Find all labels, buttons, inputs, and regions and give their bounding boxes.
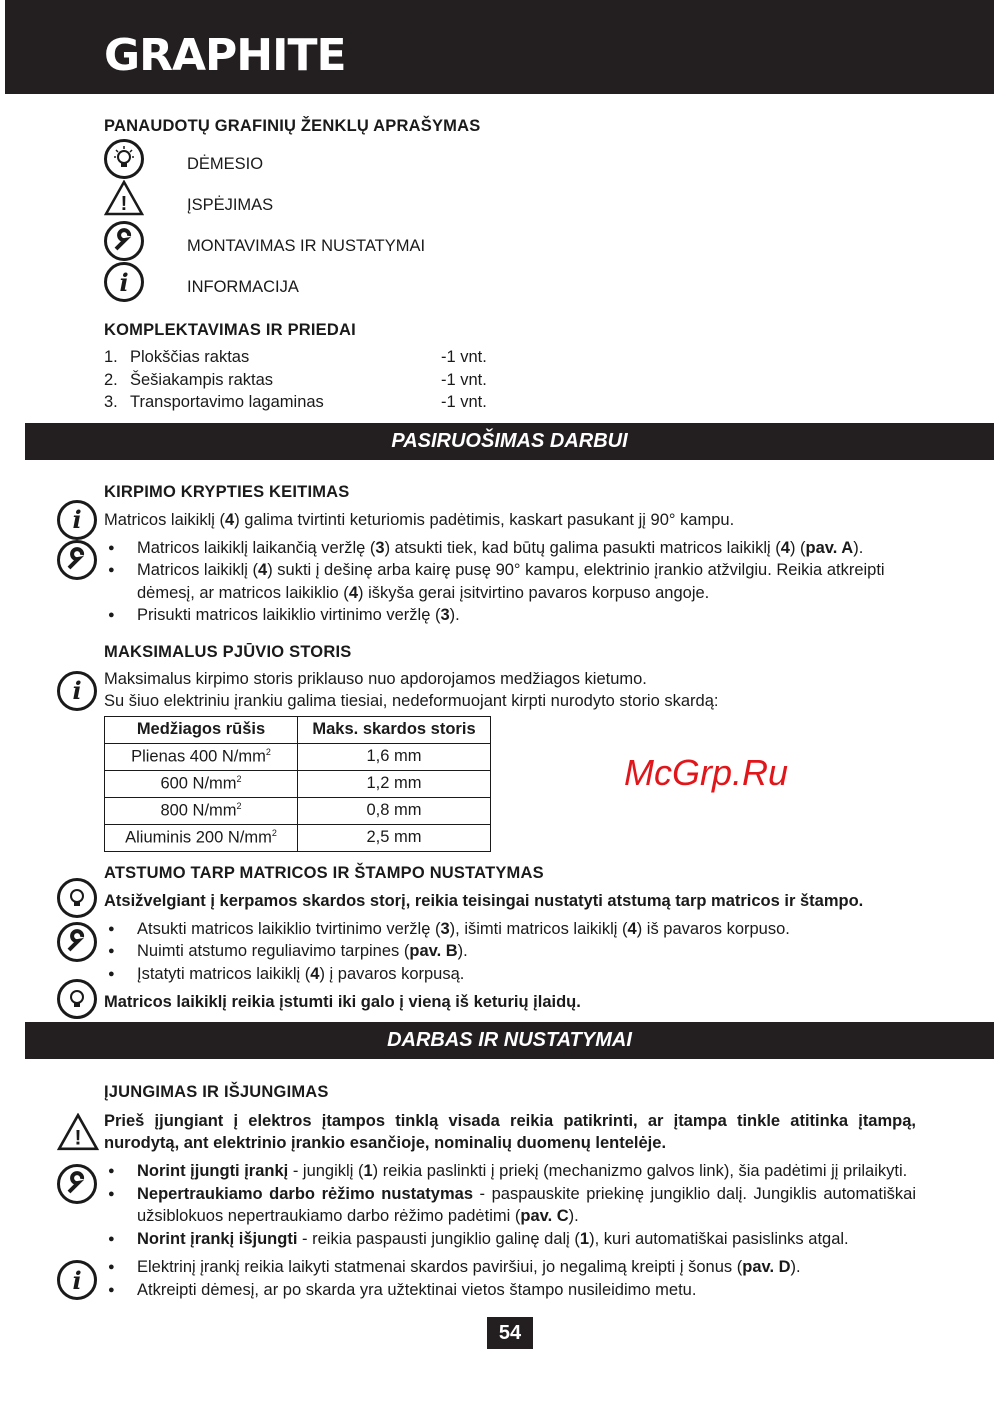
warning-icon xyxy=(57,1113,99,1156)
symbol-row xyxy=(104,221,916,262)
lightbulb-icon xyxy=(104,139,144,179)
text: Atkreipti dėmesį, ar po skarda yra užtektinai vietos štampo nusileidimo metu. xyxy=(137,1280,697,1299)
assembly-block xyxy=(104,537,916,627)
bullet-item xyxy=(104,604,916,627)
unit-exponent: 2 xyxy=(236,800,242,811)
text: Matricos laikiklį ( xyxy=(104,510,226,529)
symbol-label: ĮSPĖJIMAS xyxy=(187,196,274,214)
section-subtitle: ATSTUMO TARP MATRICOS IR ŠTAMPO NUSTATYMAS xyxy=(104,863,544,882)
item-qty: -1 vnt. xyxy=(441,348,487,366)
kit-list xyxy=(104,346,916,414)
kit-item xyxy=(104,391,916,414)
table-row xyxy=(105,770,491,797)
material-text: Aliuminis 200 N/mm xyxy=(125,828,272,847)
assembly-block xyxy=(104,1160,916,1250)
bullet-list xyxy=(104,537,916,627)
kit-item xyxy=(104,369,916,392)
column-header: Medžiagos rūšis xyxy=(105,716,298,743)
text: ). xyxy=(568,1207,579,1225)
wrench-icon xyxy=(57,540,97,580)
item-name: Plokščias raktas xyxy=(130,348,250,366)
attention-block xyxy=(104,991,916,1013)
info-block xyxy=(72,1256,916,1301)
text: - reikia paspausti jungiklio galinę dalį ( xyxy=(297,1229,580,1248)
bullet-list xyxy=(104,1256,916,1301)
watermark: McGrp.Ru xyxy=(624,751,789,793)
section-subtitle: MAKSIMALUS PJŪVIO STORIS xyxy=(104,642,352,661)
attention-text: Atsižvelgiant į kerpamos skardos storį, reikia teisingai nustatyti atstumą tarp matricos ir štampo. xyxy=(104,891,864,910)
bullet-item xyxy=(104,1279,916,1302)
item-qty: -1 vnt. xyxy=(441,370,487,389)
unit-exponent: 2 xyxy=(236,773,242,784)
symbol-row xyxy=(104,139,916,180)
bold-text: 1 xyxy=(363,1162,373,1180)
bullet-list xyxy=(104,1160,916,1250)
text: ), kuri automatiškai pasislinks atgal. xyxy=(589,1229,849,1248)
text: Elektrinį įrankį reikia laikyti statmenai skardos paviršiui, jo negalimą kreipti į šonus ( xyxy=(137,1258,743,1276)
section-subtitle: KIRPIMO KRYPTIES KEITIMAS xyxy=(104,482,350,501)
info-icon: i xyxy=(57,500,97,540)
lightbulb-icon xyxy=(57,878,97,918)
text: ) ( xyxy=(789,538,806,557)
item-name: Šešiakampis raktas xyxy=(130,370,274,389)
text: Matricos laikiklį ( xyxy=(137,561,259,579)
text: Matricos laikiklį laikančią veržlę ( xyxy=(137,538,376,557)
text: ), išimti matricos laikiklį ( xyxy=(449,919,628,938)
bold-text: 4 xyxy=(225,510,235,529)
bullet-item xyxy=(104,1160,916,1183)
thickness-table xyxy=(104,716,491,852)
text: - jungiklį ( xyxy=(288,1162,364,1180)
bold-text: 4 xyxy=(310,964,320,983)
symbols-title: PANAUDOTŲ GRAFINIŲ ŽENKLŲ APRAŠYMAS xyxy=(104,117,481,135)
bold-text: Norint įrankį išjungti xyxy=(137,1229,298,1248)
text: Įstatyti matricos laikiklį ( xyxy=(137,964,311,983)
warning-block xyxy=(74,1110,916,1154)
info-icon: i xyxy=(104,262,144,302)
text: ) reikia paslinkti į priekį (mechanizmo galvos link), šia padėtimi jį prilaikyti. xyxy=(372,1162,908,1180)
warning-text: Prieš įjungiant į elektros įtampos tinklą visada reikia patikrinti, ar įtampa tinkle atitinka įtampą, nurodytą, ant elektrinio įrankio esančioje, nominalių duomenų lentelėje. xyxy=(104,1112,916,1152)
text: ). xyxy=(457,942,468,960)
section-heading: PASIRUOŠIMAS DARBUI xyxy=(25,423,994,460)
material-cell xyxy=(105,770,298,797)
thickness-cell: 1,2 mm xyxy=(298,770,491,797)
item-name: Transportavimo lagaminas xyxy=(130,393,324,411)
symbol-label: MONTAVIMAS IR NUSTATYMAI xyxy=(187,237,426,255)
info-text: Maksimalus kirpimo storis priklauso nuo apdorojamos medžiagos kietumo. xyxy=(104,669,647,688)
bold-text: Nepertraukiamo darbo rėžimo nustatymas xyxy=(137,1184,473,1203)
info-icon: i xyxy=(57,1260,97,1300)
material-cell xyxy=(105,797,298,824)
thickness-cell: 0,8 mm xyxy=(298,797,491,824)
bold-text: Norint įjungti įrankį xyxy=(137,1162,289,1180)
section-heading: DARBAS IR NUSTATYMAI xyxy=(25,1022,994,1059)
wrench-icon xyxy=(57,1164,97,1204)
unit-exponent: 2 xyxy=(265,746,271,757)
text: - paspauskite priekinę jungiklio dalį. Jungiklis automatiškai užsiblokuos nepertraukiamo darbo rėžimo padėtimi ( xyxy=(137,1184,916,1225)
info-text: Su šiuo elektriniu įrankiu galima tiesiai, nedeformuojant kirpti nurodyto storio skardą: xyxy=(104,691,719,710)
bold-text: 3 xyxy=(375,538,385,557)
text: ) sukti į dešinę arba kairę pusę 90° kampu, elektrinio įrankio atžvilgiu. Reikia atkreipti dėmesį, ar matricos laikiklio ( xyxy=(137,561,885,602)
header-bar xyxy=(5,0,994,94)
item-number: 2. xyxy=(104,370,118,389)
text: Atsukti matricos laikiklio tvirtinimo veržlę ( xyxy=(137,919,441,938)
material-text: 800 N/mm xyxy=(160,801,237,820)
bold-text: pav. D xyxy=(742,1258,791,1276)
bullet-item xyxy=(104,537,916,560)
bold-text: 4 xyxy=(258,561,268,579)
text: ) iškyša gerai įsitvirtino pavaros korpuso angoje. xyxy=(358,583,710,602)
info-text xyxy=(104,509,916,531)
item-number: 3. xyxy=(104,393,118,411)
wrench-icon xyxy=(57,922,97,962)
item-qty: -1 vnt. xyxy=(441,393,487,411)
bold-text: pav. C xyxy=(520,1207,569,1225)
bold-text: 1 xyxy=(579,1229,590,1248)
unit-exponent: 2 xyxy=(271,827,277,838)
text: ) į pavaros korpusą. xyxy=(319,964,465,983)
bold-text: 4 xyxy=(348,583,358,602)
item-number: 1. xyxy=(104,348,118,366)
table-row xyxy=(105,797,491,824)
symbol-label: DĖMESIO xyxy=(187,155,264,173)
kit-title: KOMPLEKTAVIMAS IR PRIEDAI xyxy=(104,321,356,339)
bullet-item xyxy=(104,1256,916,1279)
text: ) atsukti tiek, kad būtų galima pasukti matricos laikiklį ( xyxy=(384,538,781,557)
svg-text:!: ! xyxy=(74,1126,82,1150)
bullet-item xyxy=(104,559,916,604)
info-block xyxy=(72,668,916,712)
wrench-icon xyxy=(104,221,144,261)
text: ). xyxy=(853,538,864,557)
bold-text: 4 xyxy=(780,538,790,557)
table-row xyxy=(105,743,491,770)
bullet-item xyxy=(104,963,916,986)
text: Nuimti atstumo reguliavimo tarpines ( xyxy=(137,942,410,960)
text: ) iš pavaros korpuso. xyxy=(636,919,790,938)
text: Prisukti matricos laikiklio virtinimo veržlę ( xyxy=(137,606,441,624)
bold-text: 4 xyxy=(627,919,637,938)
material-text: 600 N/mm xyxy=(160,774,237,793)
attention-block xyxy=(104,890,916,912)
brand-logo: GRAPHITE xyxy=(104,30,346,81)
svg-text:!: ! xyxy=(120,193,128,215)
page-number: 54 xyxy=(487,1317,533,1349)
symbol-row xyxy=(104,262,916,303)
bold-text: 3 xyxy=(440,919,450,938)
bold-text: 3 xyxy=(440,606,450,624)
info-icon: i xyxy=(57,671,97,711)
symbol-label: INFORMACIJA xyxy=(187,278,299,296)
bold-text: pav. B xyxy=(409,942,458,960)
bold-text: pav. A xyxy=(805,538,854,557)
bullet-item xyxy=(104,918,916,941)
thickness-cell: 2,5 mm xyxy=(298,824,491,851)
material-cell xyxy=(105,743,298,770)
attention-text: Matricos laikiklį reikia įstumti iki galo į vieną iš keturių įlaidų. xyxy=(104,993,581,1011)
assembly-block xyxy=(104,918,916,986)
bullet-item xyxy=(104,1228,916,1251)
thickness-cell: 1,6 mm xyxy=(298,743,491,770)
text: ). xyxy=(790,1258,801,1276)
material-text: Plienas 400 N/mm xyxy=(131,747,266,766)
lightbulb-icon xyxy=(57,979,97,1019)
kit-item xyxy=(104,346,916,369)
material-cell xyxy=(105,824,298,851)
page-content xyxy=(0,115,916,1369)
symbol-row xyxy=(104,180,916,221)
text: ). xyxy=(449,606,460,624)
table-row xyxy=(105,824,491,851)
info-block xyxy=(72,505,916,534)
section-subtitle: ĮJUNGIMAS IR IŠJUNGIMAS xyxy=(104,1083,329,1101)
table-header-row xyxy=(105,716,491,743)
warning-icon xyxy=(104,180,144,221)
bullet-list xyxy=(104,918,916,986)
symbols-legend xyxy=(104,139,916,303)
column-header: Maks. skardos storis xyxy=(298,716,491,743)
table-block xyxy=(104,716,916,852)
text: ) galima tvirtinti keturiomis padėtimis, kaskart pasukant jį 90° kampu. xyxy=(234,510,735,529)
bullet-item xyxy=(104,1183,916,1228)
bullet-item xyxy=(104,940,916,963)
